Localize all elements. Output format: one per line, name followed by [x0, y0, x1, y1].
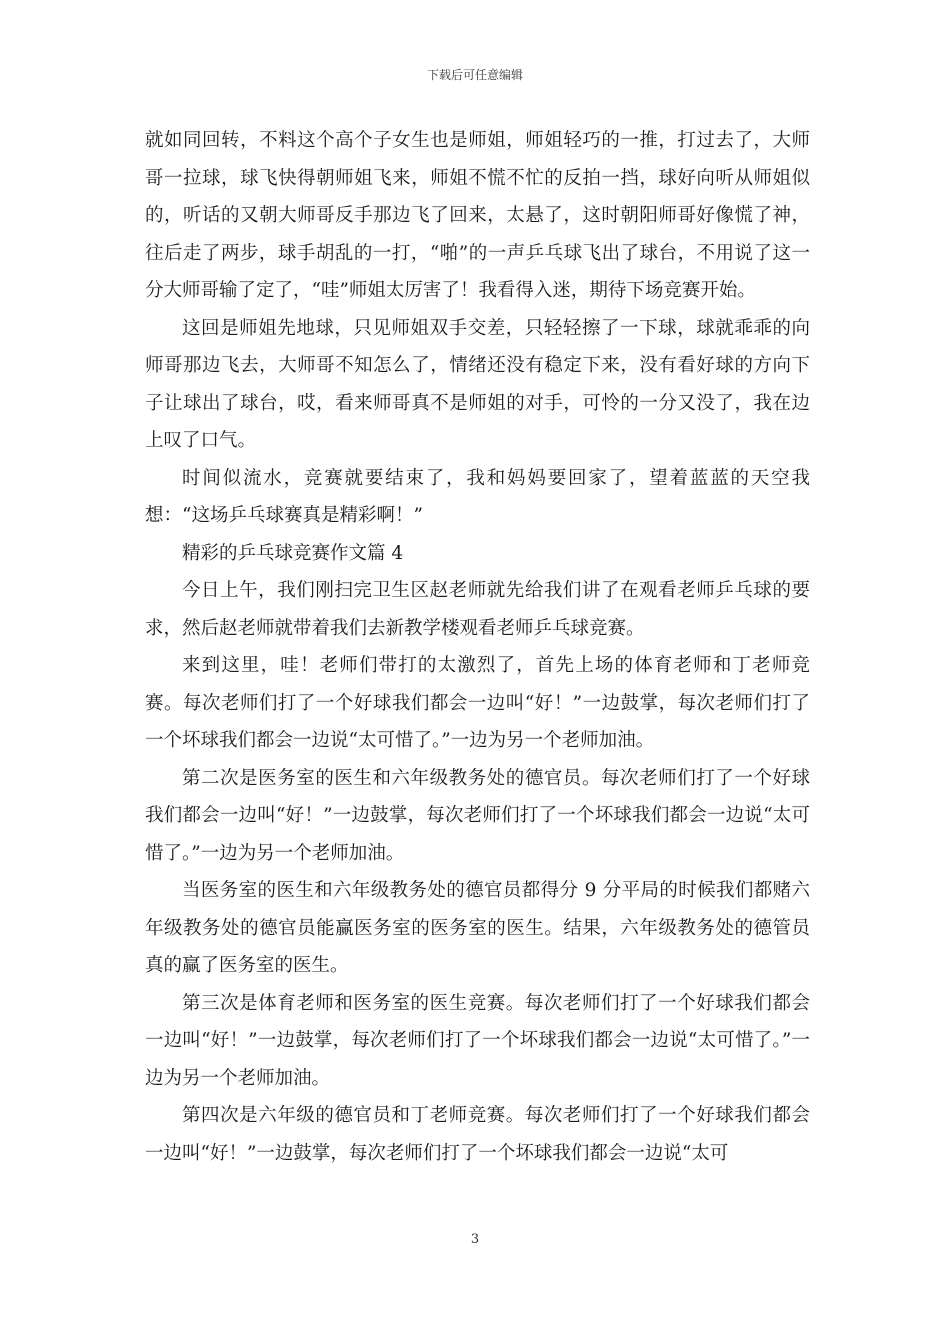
paragraph: 这回是师姐先地球，只见师姐双手交差，只轻轻擦了一下球，球就乖乖的向师哥那边飞去，大师哥不知怎么了，情绪还没有稳定下来，没有看好球的方向下子让球出了球台，哎，看来师哥真不是师姐的对手，可怜的一分又没了，我在边上叹了口气。	[145, 317, 810, 451]
paragraph: 第四次是六年级的德官员和丁老师竞赛。每次老师们打了一个好球我们都会一边叫“好！”一边鼓掌，每次老师们打了一个坏球我们都会一边说“太可	[145, 1105, 810, 1164]
paragraph: 当医务室的医生和六年级教务处的德官员都得分 9 分平局的时候我们都赌六年级教务处的德官员能赢医务室的医务室的医生。结果，六年级教务处的德管员真的赢了医务室的医生。	[145, 880, 810, 976]
section-title: 精彩的乒乓球竞赛作文篇 4	[182, 542, 404, 564]
page-header: 下载后可任意编辑	[426, 68, 523, 82]
page-number: 3	[470, 1232, 480, 1247]
paragraph: 今日上午，我们刚扫完卫生区赵老师就先给我们讲了在观看老师乒乓球的要求，然后赵老师就带着我们去新教学楼观看老师乒乓球竞赛。	[145, 580, 810, 639]
paragraph: 时间似流水，竞赛就要结束了，我和妈妈要回家了，望着蓝蓝的天空我想：“这场乒乓球赛真是精彩啊！”	[145, 467, 810, 526]
paragraph: 来到这里，哇！老师们带打的太激烈了，首先上场的体育老师和丁老师竞赛。每次老师们打了一个好球我们都会一边叫“好！”一边鼓掌，每次老师们打了一个坏球我们都会一边说“太可惜了。”一边为另一个老师加油。	[145, 655, 810, 751]
paragraph: 第三次是体育老师和医务室的医生竞赛。每次老师们打了一个好球我们都会一边叫“好！”一边鼓掌，每次老师们打了一个坏球我们都会一边说“太可惜了。”一边为另一个老师加油。	[145, 992, 810, 1089]
paragraph-continuation: 就如同回转，不料这个高个子女生也是师姐，师姐轻巧的一推，打过去了，大师哥一拉球，球飞快得朝师姐飞来，师姐不慌不忙的反拍一挡，球好向听从师姐似的，听话的又朝大师哥反手那边飞了回来，太悬了，这时朝阳师哥好像慌了神，往后走了两步，球手胡乱的一打，“啪”的一声乒乓球飞出了球台，不用说了这一分大师哥输了定了，“哇”师姐太厉害了！我看得入迷，期待下场竞赛开始。	[145, 130, 810, 301]
paragraph: 第二次是医务室的医生和六年级教务处的德官员。每次老师们打了一个好球我们都会一边叫“好！”一边鼓掌，每次老师们打了一个坏球我们都会一边说“太可惜了。”一边为另一个老师加油。	[145, 767, 810, 864]
document-body	[145, 122, 810, 1172]
